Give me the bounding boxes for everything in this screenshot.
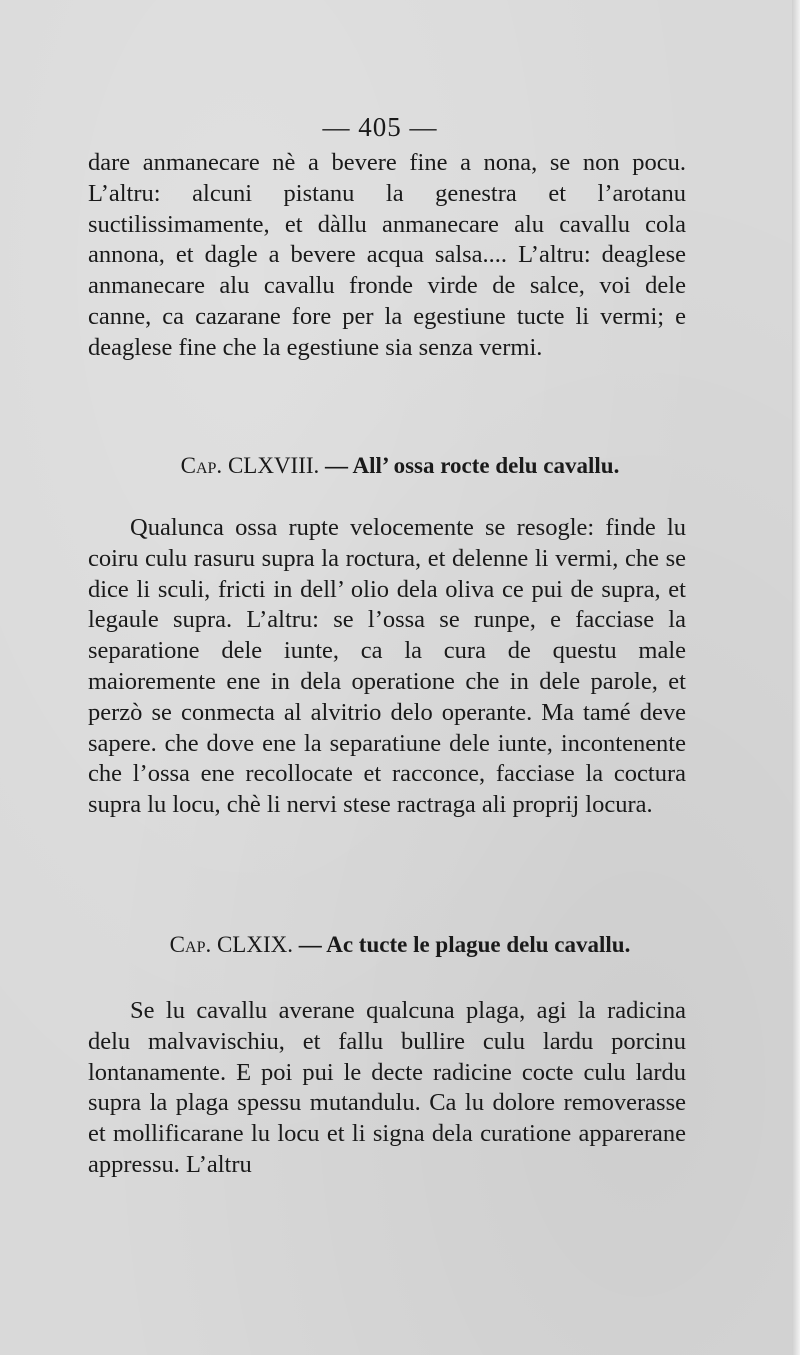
chapter-heading-clxviii — [0, 453, 800, 479]
paragraph-clxix: Se lu cavallu averane qualcuna plaga, agi la radicina delu malvavischiu, et fallu bullire culu lardu porcinu lontanamente. E poi pui le decte radicine cocte culu lardu supra la plaga spessu mutandulu. Ca lu dolore removerasse et mollificarane lu locu et li signa dela curatione apparerane appressu. L’altru — [88, 997, 686, 1178]
chapter-title: — All’ ossa rocte delu cavallu. — [325, 453, 620, 478]
page-number: — 405 — — [322, 112, 438, 142]
page-edge — [792, 0, 800, 1355]
paragraph-clxviii: Qualunca ossa rupte velocemente se resogle: finde lu coiru culu rasuru supra la roctura, et delenne li vermi, che se dice li sculi, fricti in dell’ olio dela oliva ce pui de supra, et legaule supra. L’altru: se l’ossa se runpe, e facciase la separatione dele iunte, ca la cura de questu male maioremente ene in dela operatione che in dele parole, et perzò se conmecta al alvitrio delo operante. Ma tamé deve sapere. che dove ene la separatiune dele iunte, incontenente che l’ossa ene recollocate et racconce, facciase la coctura supra lu locu, chè li nervi stese ractraga ali proprij locura. — [88, 514, 686, 819]
chapter-label: Cap. — [169, 932, 212, 957]
chapter-number: CLXIX. — [216, 932, 293, 957]
paragraph-continuation: dare anmanecare nè a bevere fine a nona, se non pocu. L’altru: alcuni pistanu la genestra et l’arotanu suctilissimamente, et dàllu anmanecare alu cavallu cola annona, et dagle a bevere acqua salsa.... L’altru: deaglese anmanecare alu cavallu fronde virde de salce, voi dele canne, ca cazarane fore per la egestiune tucte li vermi; e deaglese fine che la egestiune sia senza vermi. — [88, 149, 686, 361]
chapter-label: Cap. — [180, 453, 223, 478]
chapter-number: CLXVIII. — [227, 453, 320, 478]
chapter-title: — Ac tucte le plague delu cavallu. — [298, 932, 631, 957]
chapter-heading-clxix — [0, 932, 800, 958]
